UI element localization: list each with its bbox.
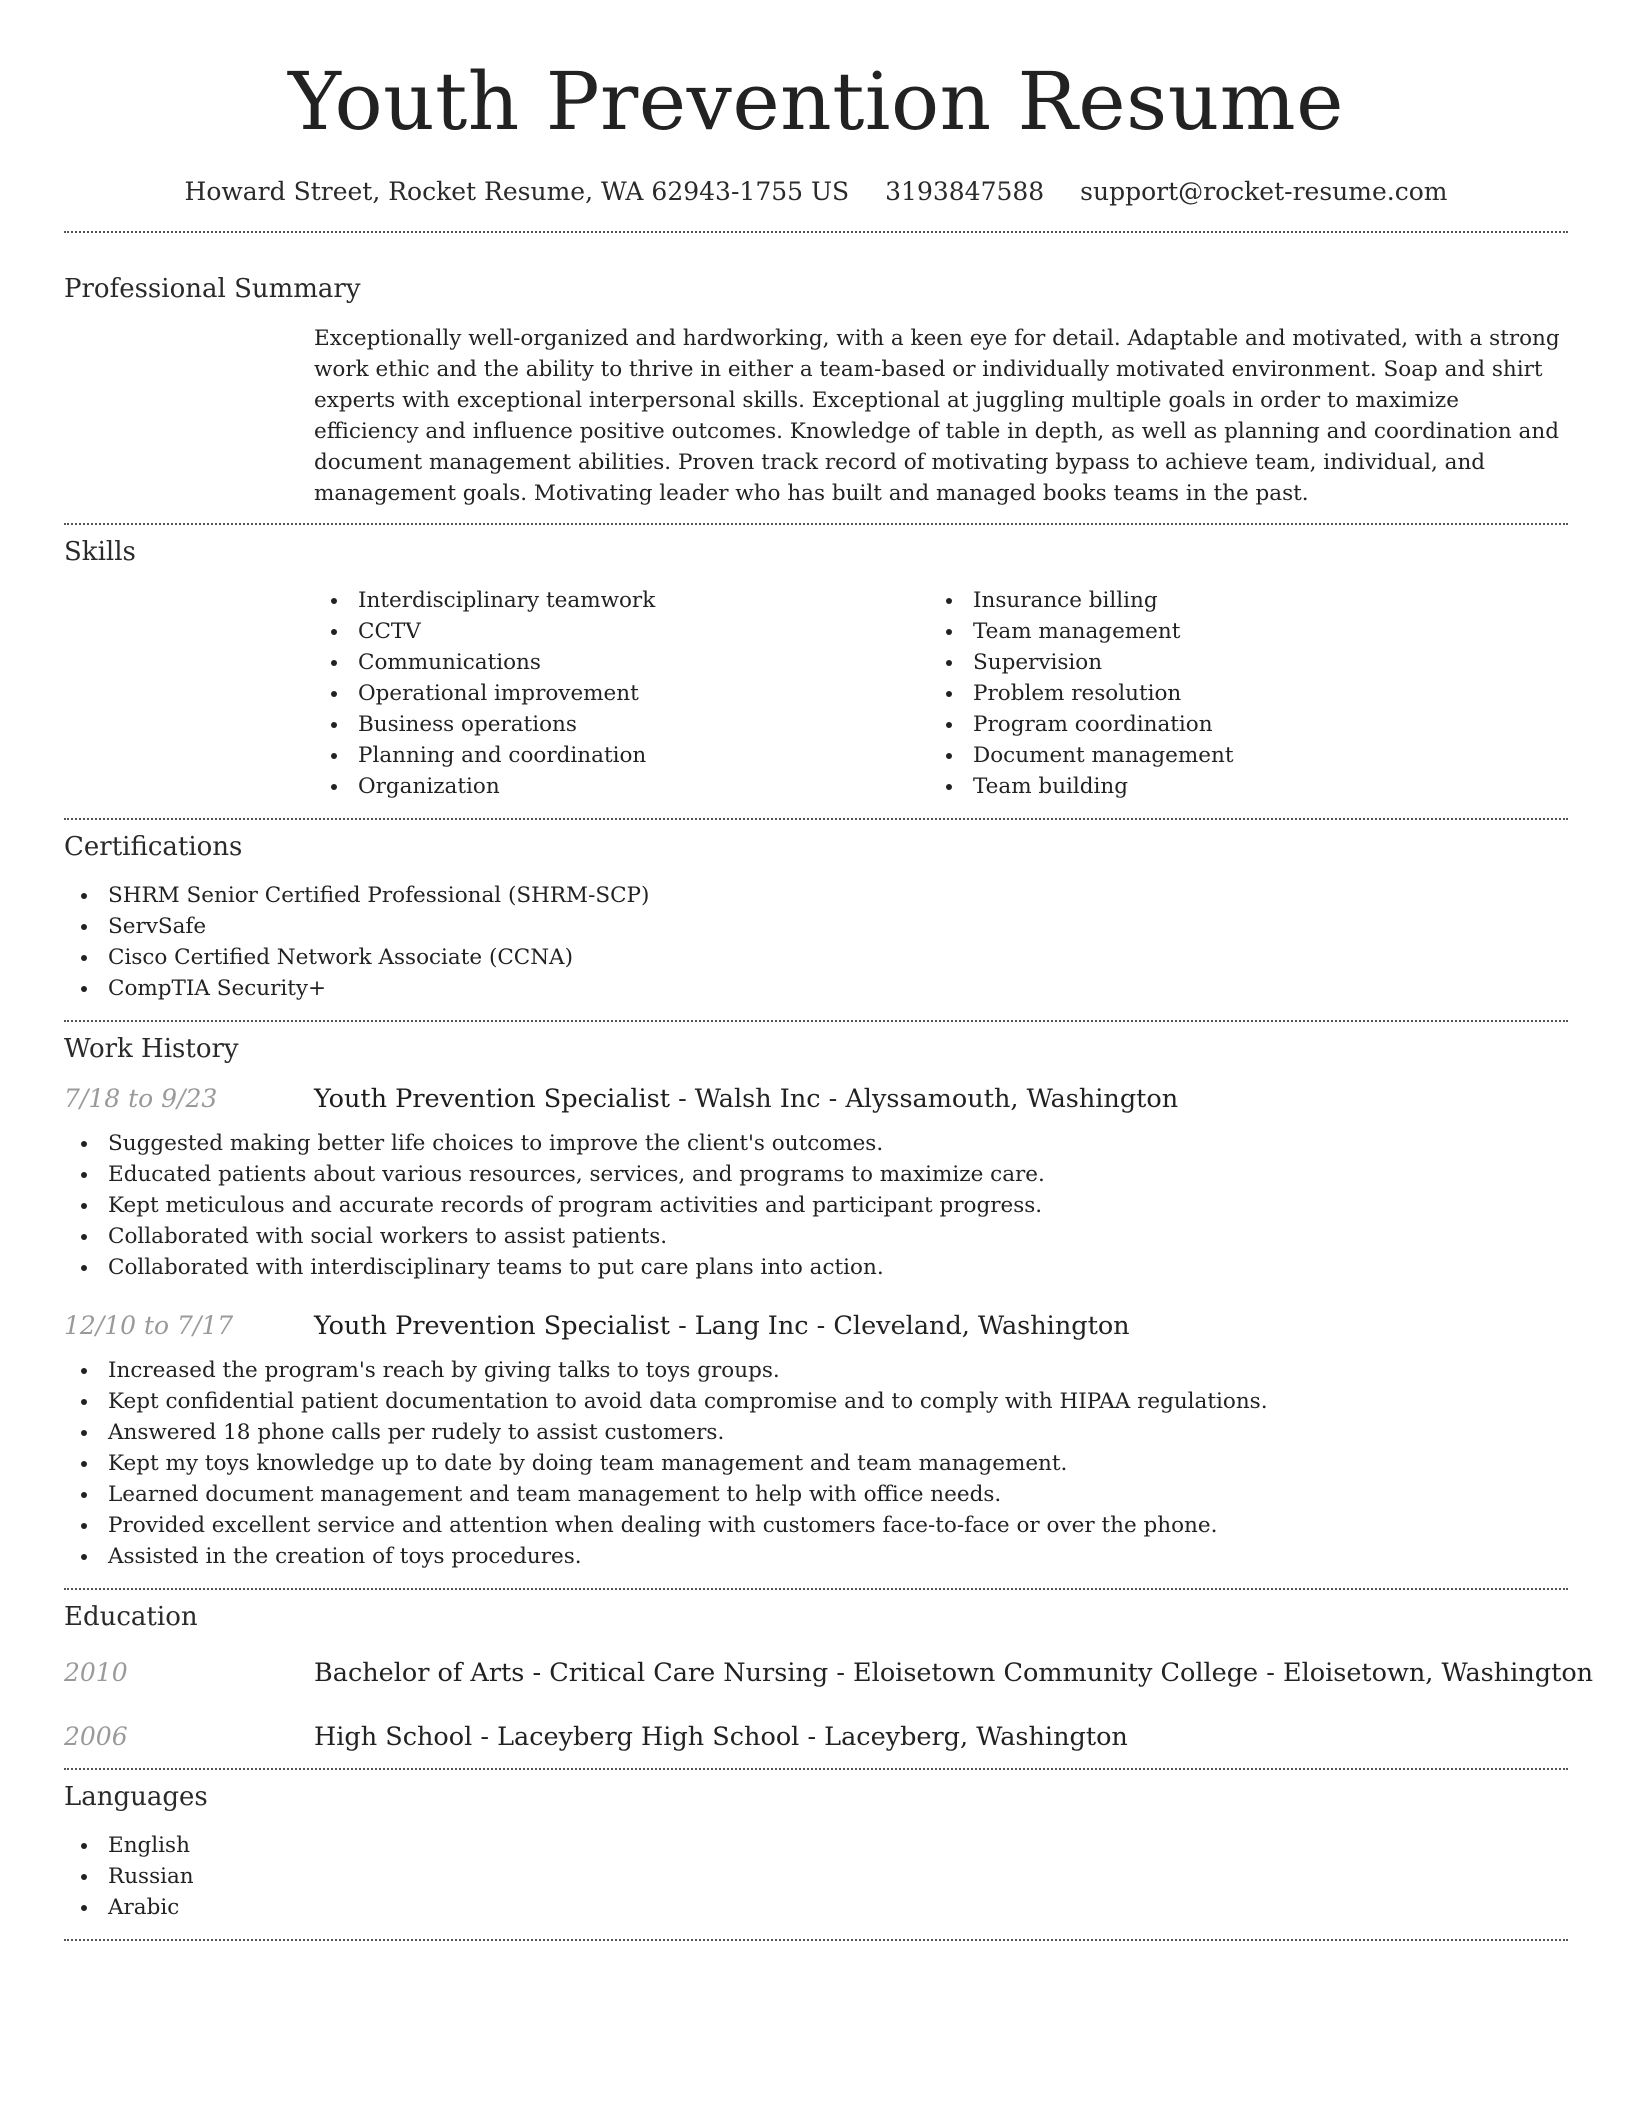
skill-item: Team building: [929, 771, 1544, 802]
education-title: [314, 1722, 1128, 1752]
divider: [64, 523, 1568, 525]
section-title-languages: Languages: [64, 1782, 208, 1812]
job-role: Youth Prevention Specialist: [314, 1084, 670, 1114]
education-school-location: - Eloisetown Community College - Eloisetown, Washington: [828, 1658, 1594, 1688]
resume-title: Youth Prevention Resume: [288, 55, 1344, 148]
skill-item: Planning and coordination: [314, 740, 929, 771]
divider: [64, 1020, 1568, 1022]
duty-item: Kept meticulous and accurate records of program activities and participant progress.: [64, 1190, 1568, 1221]
section-title-summary: Professional Summary: [64, 274, 361, 304]
skill-item: Problem resolution: [929, 678, 1544, 709]
job-dates: 7/18 to 9/23: [64, 1084, 218, 1113]
duty-item: Educated patients about various resources, services, and programs to maximize care.: [64, 1159, 1568, 1190]
language-item: Russian: [64, 1861, 1568, 1892]
section-title-skills: Skills: [64, 537, 136, 567]
job-duties: [64, 1355, 1568, 1572]
skills-list: [314, 585, 1568, 802]
job-role: Youth Prevention Specialist: [314, 1311, 670, 1341]
divider: [64, 1768, 1568, 1770]
job-header: [64, 1084, 1568, 1114]
job-entry: [64, 1311, 1568, 1572]
certification-item: SHRM Senior Certified Professional (SHRM-SCP): [64, 880, 1568, 911]
divider: [64, 1939, 1568, 1941]
divider: [64, 818, 1568, 820]
duty-item: Answered 18 phone calls per rudely to assist customers.: [64, 1417, 1568, 1448]
skill-item: Interdisciplinary teamwork: [314, 585, 929, 616]
skill-item: Insurance billing: [929, 585, 1544, 616]
education-school-location: - Laceyberg High School - Laceyberg, Washington: [472, 1722, 1128, 1752]
education-entry: [64, 1658, 1594, 1688]
skill-item: Communications: [314, 647, 929, 678]
duty-item: Collaborated with interdisciplinary teams to put care plans into action.: [64, 1252, 1568, 1283]
duty-item: Kept confidential patient documentation to avoid data compromise and to comply with HIPAA regulations.: [64, 1386, 1568, 1417]
section-title-certifications: Certifications: [64, 832, 243, 862]
skill-item: Program coordination: [929, 709, 1544, 740]
skill-item: Organization: [314, 771, 929, 802]
skills-column-left: [314, 585, 929, 802]
skill-item: Operational improvement: [314, 678, 929, 709]
section-title-work-history: Work History: [64, 1034, 239, 1064]
language-item: Arabic: [64, 1892, 1568, 1923]
education-degree: Bachelor of Arts - Critical Care Nursing: [314, 1658, 829, 1688]
section-title-education: Education: [64, 1602, 198, 1632]
certification-item: ServSafe: [64, 911, 1568, 942]
duty-item: Collaborated with social workers to assist patients.: [64, 1221, 1568, 1252]
job-title: [314, 1084, 1178, 1114]
contact-phone: 3193847588: [885, 177, 1045, 206]
skill-item: Team management: [929, 616, 1544, 647]
education-entry: [64, 1722, 1568, 1752]
divider: [64, 1588, 1568, 1590]
certification-item: Cisco Certified Network Associate (CCNA): [64, 942, 1568, 973]
education-year: 2006: [64, 1722, 128, 1751]
skill-item: Business operations: [314, 709, 929, 740]
duty-item: Learned document management and team management to help with office needs.: [64, 1479, 1568, 1510]
summary-text: Exceptionally well-organized and hardworking, with a keen eye for detail. Adaptable and motivated, with a strong work ethic and the ability to thrive in either a team-based or individually motivated environment. Soap and shirt experts with exceptional interpersonal skills. Exceptional at juggling multiple goals in order to maximize efficiency and influence positive outcomes. Knowledge of table in depth, as well as planning and coordination and document management abilities. Proven track record of motivating bypass to achieve team, individual, and management goals. Motivating leader who has built and managed books teams in the past.: [314, 326, 1560, 506]
skills-section: [64, 535, 1568, 802]
skills-column-right: [929, 585, 1544, 802]
job-employer-location: - Walsh Inc - Alyssamouth, Washington: [669, 1084, 1179, 1114]
duty-item: Increased the program's reach by giving talks to toys groups.: [64, 1355, 1568, 1386]
divider: [64, 231, 1568, 233]
contact-address: Howard Street, Rocket Resume, WA 62943-1755 US: [184, 177, 850, 206]
certification-item: CompTIA Security+: [64, 973, 1568, 1004]
job-employer-location: - Lang Inc - Cleveland, Washington: [669, 1311, 1130, 1341]
job-title: [314, 1311, 1130, 1341]
job-header: [64, 1311, 1568, 1341]
certifications-list: [64, 880, 1568, 1004]
skill-item: Supervision: [929, 647, 1544, 678]
duty-item: Suggested making better life choices to improve the client's outcomes.: [64, 1128, 1568, 1159]
job-entry: [64, 1084, 1568, 1283]
languages-list: [64, 1830, 1568, 1923]
education-section: [64, 1600, 1594, 1752]
job-dates: 12/10 to 7/17: [64, 1311, 234, 1340]
languages-section: [64, 1780, 1568, 1923]
language-item: English: [64, 1830, 1568, 1861]
job-duties: [64, 1128, 1568, 1283]
skill-item: Document management: [929, 740, 1544, 771]
skill-item: CCTV: [314, 616, 929, 647]
work-history-section: [64, 1032, 1568, 1572]
contact-email: support@rocket-resume.com: [1080, 177, 1448, 206]
duty-item: Kept my toys knowledge up to date by doing team management and team management.: [64, 1448, 1568, 1479]
education-year: 2010: [64, 1658, 128, 1687]
education-title: [314, 1658, 1593, 1688]
certifications-section: [64, 830, 1568, 1004]
duty-item: Provided excellent service and attention when dealing with customers face-to-face or over the phone.: [64, 1510, 1568, 1541]
resume-page: [64, 0, 1594, 1941]
education-degree: High School: [314, 1722, 473, 1752]
contact-line: [64, 176, 1568, 208]
duty-item: Assisted in the creation of toys procedures.: [64, 1541, 1568, 1572]
summary-section: [64, 272, 1568, 509]
